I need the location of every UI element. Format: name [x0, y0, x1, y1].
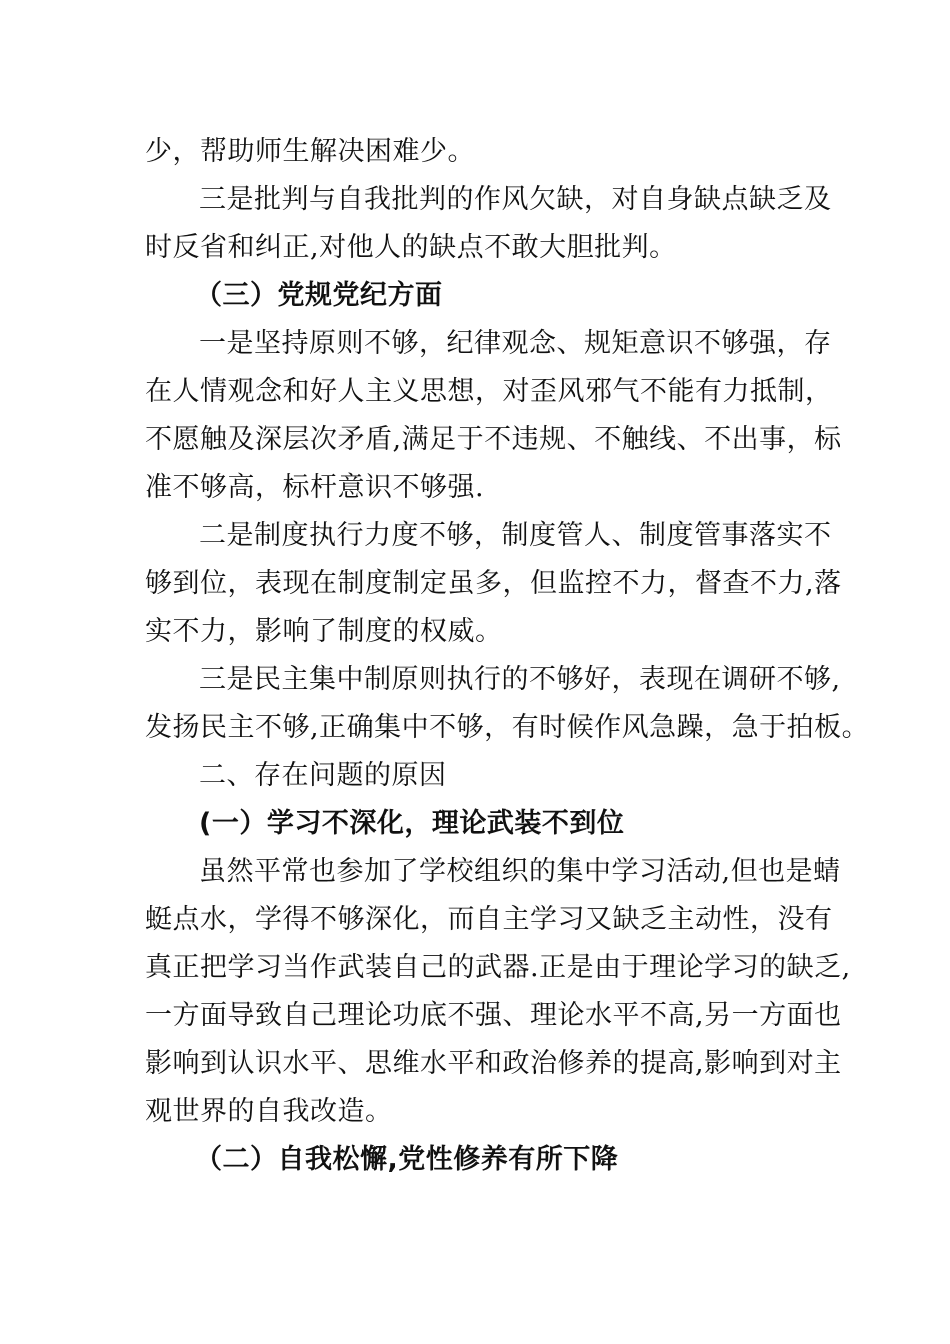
heading-self-relaxation: （二）自我松懈,党性修养有所下降 [195, 1144, 619, 1175]
heading-party-discipline: （三）党规党纪方面 [195, 280, 443, 311]
paragraph-democratic-centralism [145, 656, 870, 752]
text-line: 虽然平常也参加了学校组织的集中学习活动,但也是蜻 [199, 856, 841, 887]
text-line: 二是制度执行力度不够，制度管人、制度管事落实不 [199, 520, 832, 551]
text-line: 三是民主集中制原则执行的不够好，表现在调研不够, [199, 664, 841, 695]
text-line: 一是坚持原则不够，纪律观念、规矩意识不够强，存 [199, 328, 832, 359]
text-line: 少，帮助师生解决困难少。 [145, 136, 475, 167]
heading-study: (一）学习不深化，理论武装不到位 [199, 808, 625, 839]
document-body [145, 128, 870, 1184]
paragraph-system-execution [145, 512, 842, 656]
paragraph-continuation [145, 128, 815, 176]
paragraph-criticism [145, 176, 832, 272]
text-line: 准不够高，标杆意识不够强. [145, 472, 485, 503]
paragraph-principles [145, 320, 842, 512]
text-line: 在人情观念和好人主义思想，对歪风邪气不能有力抵制， [145, 376, 833, 407]
text-line: 不愿触及深层次矛盾,满足于不违规、不触线、不出事，标 [145, 424, 842, 455]
text-line: 蜓点水，学得不够深化，而自主学习又缺乏主动性，没有 [145, 904, 833, 935]
text-line: 够到位，表现在制度制定虽多，但监控不力，督查不力,落 [145, 568, 842, 599]
text-line: 实不力，影响了制度的权威。 [145, 616, 503, 647]
text-line: 影响到认识水平、思维水平和政治修养的提高,影响到对主 [145, 1048, 842, 1079]
text-line: 真正把学习当作武装自己的武器.正是由于理论学习的缺乏, [145, 952, 851, 983]
text-line: 时反省和纠正,对他人的缺点不敢大胆批判。 [145, 232, 677, 263]
text-line: 三是批判与自我批判的作风欠缺，对自身缺点缺乏及 [199, 184, 832, 215]
paragraph-study [145, 848, 851, 1136]
text-line: 一方面导致自己理论功底不强、理论水平不高,另一方面也 [145, 1000, 842, 1031]
heading-causes: 二、存在问题的原因 [199, 760, 447, 791]
text-line: 发扬民主不够,正确集中不够，有时候作风急躁，急于拍板。 [145, 712, 870, 743]
text-line: 观世界的自我改造。 [145, 1096, 393, 1127]
